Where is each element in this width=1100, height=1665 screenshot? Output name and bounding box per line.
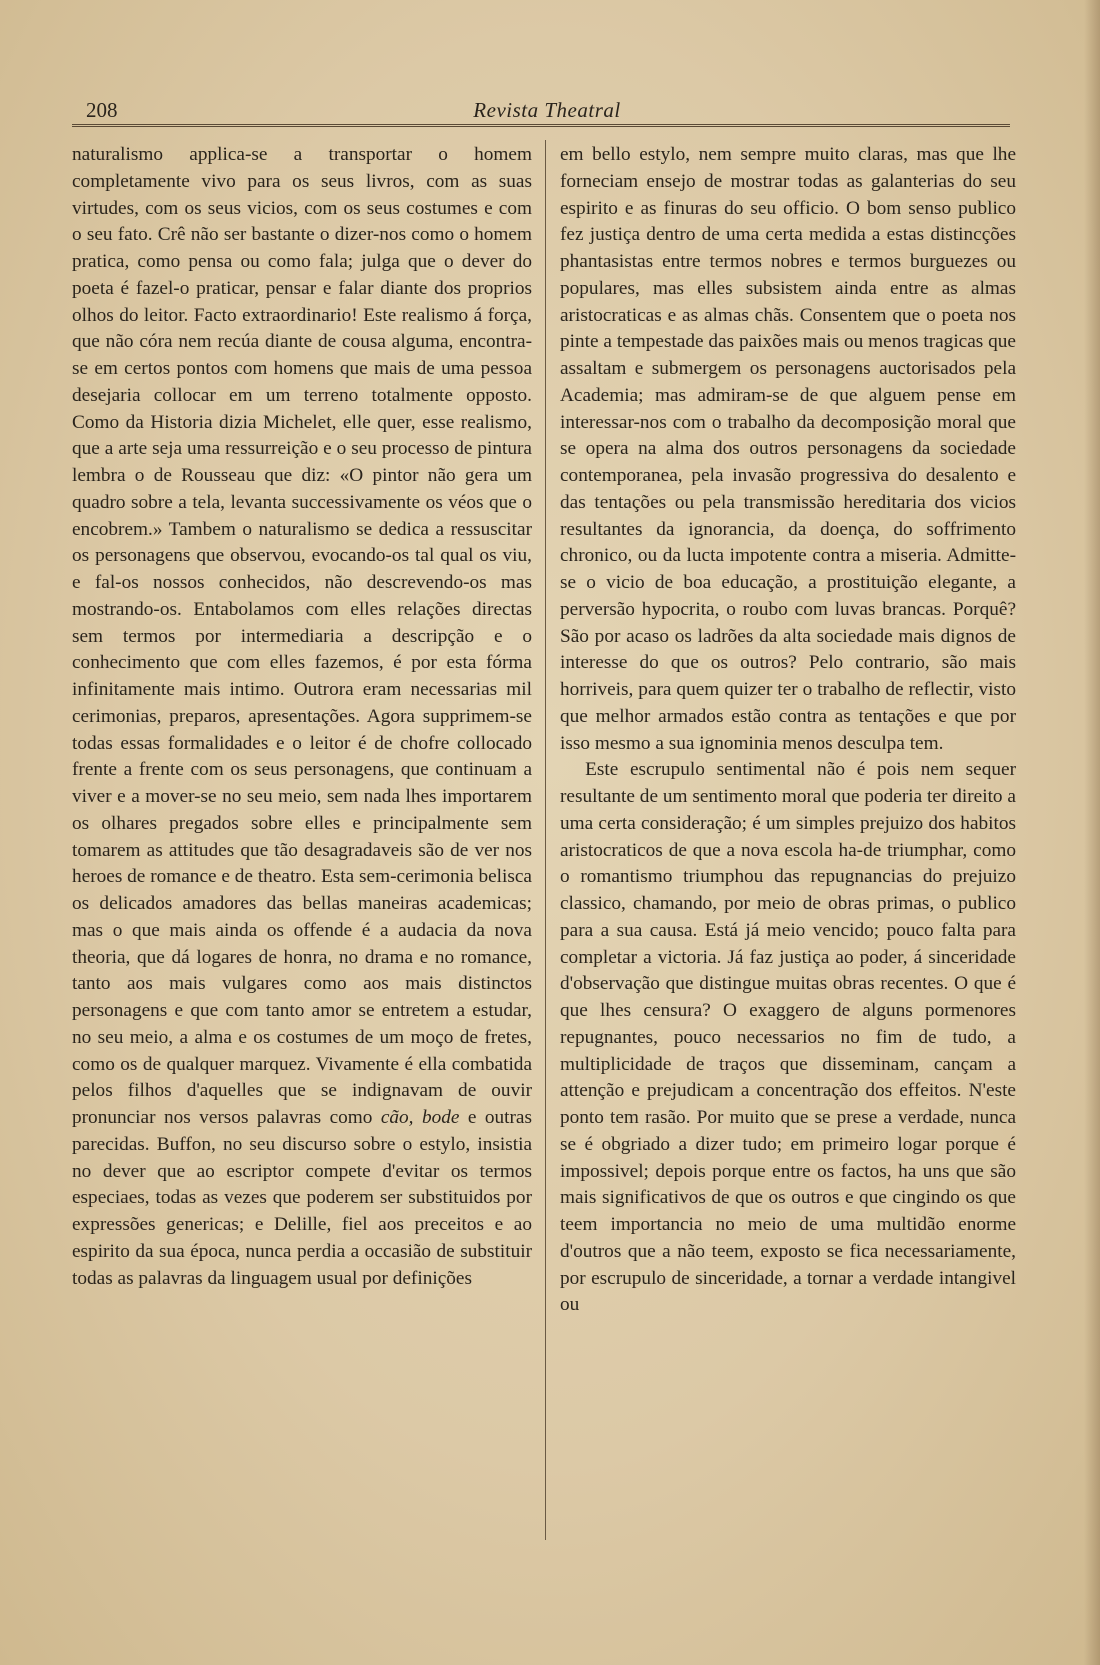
header-rule xyxy=(72,124,1010,127)
left-paragraph-text-b: e outras parecidas. Buffon, no seu discurso sobre o estylo, insistia no dever que ao escriptor compete d'evitar os termos especiaes, todas as vezes que poderem ser substituidos por expressões genericas; e Delille, fiel aos preceitos e ao espirito da sua época, nunca perdia a occasião de substituir todas as palavras da linguagem usual por definições xyxy=(72,1107,532,1289)
page-edge-shadow xyxy=(1084,0,1100,1665)
left-column xyxy=(72,142,532,1292)
left-paragraph-italic: cão, bode xyxy=(380,1107,460,1128)
left-paragraph xyxy=(72,142,532,1292)
running-title: Revista Theatral xyxy=(473,98,621,122)
right-column xyxy=(560,142,1016,1319)
page-number: 208 xyxy=(86,98,118,122)
left-paragraph-text-a: naturalismo applica-se a transportar o homem completamente vivo para os seus livros, com as suas virtudes, com os seus vicios, com os seus costumes e com o seu fato. Crê não ser bastante o dizer-nos como o homem pratica, como pensa ou como fala; julga que o dever do poeta é fazel-o praticar, pensar e falar diante dos proprios olhos do leitor. Facto extraordinario! Este realismo á força, que não córa nem recúa diante de cousa alguma, encontra-se em certos pontos com homens que mais de uma pessoa desejaria collocar em um terreno totalmente opposto. Como da Historia dizia Michelet, elle quer, esse realismo, que a arte seja uma ressurreição e o seu processo de pintura lembra o de Rousseau que diz: «O pintor não gera um quadro sobre a tela, levanta successivamente os véos que o encobrem.» Tambem o naturalismo se dedica a ressuscitar os personagens que observou, evocando-os tal qual os viu, e fal-os nossos conhecidos, não descrevendo-os mas mostrando-os. Entabolamos com elles relações directas sem termos por intermediaria a descripção e o conhecimento que com elles fazemos, é por esta fórma infinitamente mais intimo. Outrora eram necessarias mil cerimonias, preparos, apresentações. Agora supprimem-se todas essas formalidades e o leitor é de chofre collocado frente a frente com os seus personagens, que continuam a viver e a mover-se no seu meio, sem nada lhes importarem os olhares pregados sobre elles e principalmente sem tomarem as attitudes que tão desagradaveis são de ver nos heroes de romance e de theatro. Esta sem-cerimonia belisca os delicados amadores das bellas maneiras academicas; mas o que mais ainda os offende é a audacia da nova theoria, que dá logares de honra, no drama e no romance, tanto aos mais vulgares como aos mais distinctos personagens e que com tanto amor se entretem a estudar, no seu meio, a alma e os costumes de um moço de fretes, como os de qualquer marquez. Vivamente é ella combatida pelos filhos d'aquelles que se indignavam de ouvir pronunciar nos versos palavras como xyxy=(72,144,532,1128)
right-paragraph-1: em bello estylo, nem sempre muito claras, mas que lhe forneciam ensejo de mostrar todas as galanterias do seu espirito e as finuras do seu officio. O bom senso publico fez justiça dentro de uma certa medida a estas distincções phantasistas entre termos nobres e termos burguezes ou populares, mas elles subsistem ainda entre as almas aristocraticas e as almas chãs. Consentem que o poeta nos pinte a tempestade das paixões mais ou menos tragicas que assaltam e submergem os personagens auctorisados pela Academia; mas admiram-se de que alguem pense em interessar-nos com o trabalho da decomposição moral que se opera na alma dos outros personagens da sociedade contemporanea, pela invasão progressiva do desalento e das tentações ou pela transmissão hereditaria dos vicios resultantes da ignorancia, da doença, do soffrimento chronico, ou da lucta impotente contra a miseria. Admitte-se o vicio de boa educação, a prostituição elegante, a perversão hypocrita, o roubo com luvas brancas. Porquê? São por acaso os ladrões da alta sociedade mais dignos de interesse do que os outros? Pelo contrario, são mais horriveis, para quem quizer ter o trabalho de reflectir, visto que melhor armados estão contra as tentações e que por isso mesmo a sua ignominia menos desculpa tem. xyxy=(560,144,1016,754)
column-divider xyxy=(545,140,546,1540)
page-header xyxy=(86,98,1008,126)
right-paragraph-2: Este escrupulo sentimental não é pois nem sequer resultante de um sentimento moral que poderia ter direito a uma certa consideração; é um simples prejuizo dos habitos aristocraticos de que a nova escola ha-de triumphar, como o romantismo triumphou das repugnancias do prejuizo classico, chamando, por meio de obras primas, o publico para a sua causa. Está já meio vencido; pouco falta para completar a victoria. Já faz justiça ao poder, á sinceridade d'observação que distingue muitas obras recentes. O que é que lhes censura? O exaggero de alguns pormenores repugnantes, pouco necessarios no fim de tudo, a multiplicidade de traços que disseminam, cançam a attenção e prejudicam a concentração dos effeitos. N'este ponto tem rasão. Por muito que se prese a verdade, nunca se é obgriado a dizer tudo; em primeiro logar porque é impossivel; depois porque entre os factos, ha uns que são mais significativos de que os outros e que cingindo os que teem importancia no meio de uma multidão enorme d'outros que a não teem, exposto se fica necessariamente, por escrupulo de sinceridade, a tornar a verdade intangivel ou xyxy=(560,759,1016,1316)
